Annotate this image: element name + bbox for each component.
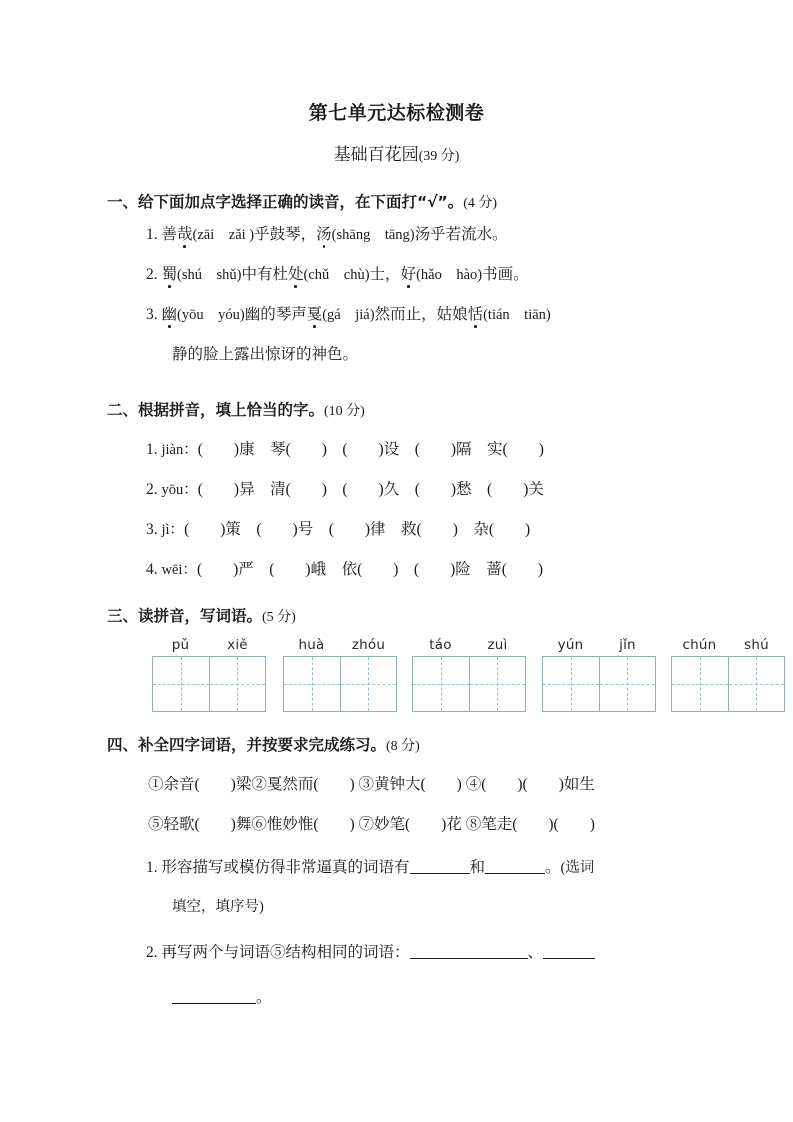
writing-grid-group[interactable] bbox=[412, 637, 526, 712]
question-text: 。 bbox=[545, 859, 561, 876]
fill-blanks[interactable]: ( )康 琴( ) ( )设 ( )隔 实( ) bbox=[197, 441, 544, 458]
pinyin-syllable: jǐn bbox=[619, 637, 636, 653]
item-number: 2. bbox=[146, 266, 158, 283]
answer-blank[interactable] bbox=[485, 873, 545, 874]
section-heading-4 bbox=[107, 733, 420, 755]
item-continuation: 静的脸上露出惊讶的神色。 bbox=[172, 346, 359, 363]
section-1-title: 一、给下面加点字选择正确的读音，在下面打“√”。 bbox=[107, 193, 464, 211]
question-text: 。 bbox=[256, 989, 272, 1006]
idiom-row[interactable]: ①余音( )梁②戛然而( ) ③黄钟大( ) ④( )( )如生 bbox=[148, 776, 595, 793]
question-text: 、 bbox=[527, 944, 544, 961]
list-item bbox=[146, 517, 530, 539]
list-item bbox=[146, 477, 544, 499]
writing-grid-group[interactable] bbox=[542, 637, 656, 712]
grid-boxes[interactable] bbox=[412, 656, 526, 712]
grid-cell[interactable] bbox=[543, 657, 599, 711]
item-text: 士， bbox=[369, 266, 401, 283]
pinyin-choices[interactable]: (shāng tāng) bbox=[331, 227, 415, 243]
fill-blanks[interactable]: ( )异 清( ) ( )久 ( )愁 ( )关 bbox=[197, 481, 544, 498]
item-text: 幽的琴声 bbox=[244, 306, 307, 323]
answer-blank[interactable] bbox=[172, 1003, 256, 1004]
pinyin-syllable: zuì bbox=[487, 637, 508, 653]
grid-pinyin-row bbox=[542, 637, 656, 653]
pinyin-choices[interactable]: (tián tiān) bbox=[483, 307, 551, 323]
dotted-char: 蜀 bbox=[162, 262, 178, 284]
item-number: 3. bbox=[146, 521, 158, 538]
pinyin-choices[interactable]: (shú shǔ) bbox=[177, 267, 242, 283]
grid-pinyin-row bbox=[283, 637, 397, 653]
pinyin-syllable: zhóu bbox=[351, 637, 386, 653]
sub-question bbox=[146, 855, 594, 877]
grid-pinyin-row bbox=[671, 637, 785, 653]
grid-boxes[interactable] bbox=[283, 656, 397, 712]
grid-cell[interactable] bbox=[469, 657, 525, 711]
item-number: 2. bbox=[146, 944, 158, 961]
writing-grid-group[interactable] bbox=[671, 637, 785, 712]
grid-cell[interactable] bbox=[599, 657, 655, 711]
pinyin-prompt: yōu： bbox=[161, 482, 198, 498]
pinyin-syllable: táo bbox=[429, 637, 452, 653]
grid-cell[interactable] bbox=[153, 657, 209, 711]
grid-pinyin-row bbox=[412, 637, 526, 653]
item-number: 1. bbox=[146, 859, 158, 876]
item-number: 4. bbox=[146, 561, 158, 578]
item-number: 3. bbox=[146, 306, 158, 323]
pinyin-prompt: jiàn： bbox=[161, 442, 198, 458]
question-text: 再写两个与词语⑤结构相同的词语： bbox=[161, 944, 410, 961]
question-text: 形容描写或模仿得非常逼真的词语有 bbox=[161, 859, 410, 876]
page-title: 第七单元达标检测卷 bbox=[308, 102, 485, 124]
pinyin-choices[interactable]: (yōu yóu) bbox=[177, 307, 245, 323]
section-2-title: 二、根据拼音，填上恰当的字。 bbox=[107, 401, 325, 419]
pinyin-syllable: yún bbox=[557, 637, 584, 653]
list-item bbox=[146, 262, 529, 284]
item-text: 中有杜 bbox=[241, 266, 288, 283]
fill-blanks[interactable]: ( )策 ( )号 ( )律 救( ) 杂( ) bbox=[184, 521, 531, 538]
dotted-char: 哉 bbox=[177, 222, 193, 244]
list-item bbox=[146, 437, 544, 459]
item-text: 乎鼓琴， bbox=[254, 226, 317, 243]
section-3-title: 三、读拼音，写词语。 bbox=[107, 607, 263, 625]
section-heading-1 bbox=[107, 190, 497, 212]
subtitle-points: (39 分) bbox=[418, 149, 460, 164]
dotted-char: 好 bbox=[401, 262, 417, 284]
pinyin-syllable: pǔ bbox=[171, 637, 190, 653]
grid-pinyin-row bbox=[152, 637, 266, 653]
page-subtitle bbox=[0, 140, 793, 165]
fill-blanks[interactable]: ( )严 ( )峨 依( ) ( )险 蔷( ) bbox=[196, 561, 544, 578]
list-item bbox=[146, 222, 508, 244]
list-item bbox=[146, 302, 551, 324]
sub-question bbox=[146, 940, 595, 962]
pinyin-prompt: jì： bbox=[161, 522, 185, 538]
pinyin-prompt: wēi： bbox=[161, 562, 197, 578]
answer-blank-row bbox=[172, 985, 272, 1007]
item-number: 1. bbox=[146, 226, 158, 243]
answer-blank[interactable] bbox=[410, 873, 470, 874]
grid-cell[interactable] bbox=[672, 657, 728, 711]
dotted-char: 处 bbox=[288, 262, 304, 284]
grid-cell[interactable] bbox=[728, 657, 784, 711]
grid-cell[interactable] bbox=[284, 657, 340, 711]
grid-cell[interactable] bbox=[340, 657, 396, 711]
section-1-points: (4 分) bbox=[463, 196, 498, 211]
item-text: 书画。 bbox=[482, 266, 529, 283]
pinyin-syllable: chún bbox=[682, 637, 717, 653]
subtitle-text: 基础百花园 bbox=[333, 145, 419, 164]
writing-grid-group[interactable] bbox=[152, 637, 266, 712]
question-text: 和 bbox=[469, 859, 486, 876]
item-text: 善 bbox=[161, 226, 178, 243]
question-note-continuation: 填空，填序号) bbox=[172, 899, 264, 915]
question-note: (选词 bbox=[560, 860, 595, 876]
item-text: 然而止，姑娘 bbox=[374, 306, 468, 323]
section-4-title: 四、补全四字词语，并按要求完成练习。 bbox=[107, 736, 387, 754]
grid-cell[interactable] bbox=[413, 657, 469, 711]
section-2-points: (10 分) bbox=[324, 404, 365, 419]
section-4-points: (8 分) bbox=[386, 739, 420, 754]
section-3-points: (5 分) bbox=[262, 610, 296, 625]
idiom-row[interactable]: ⑤轻歌( )舞⑥惟妙惟( ) ⑦妙笔( )花 ⑧笔走( )( ) bbox=[148, 816, 595, 833]
dotted-char: 戛 bbox=[307, 302, 323, 324]
writing-grid-group[interactable] bbox=[283, 637, 397, 712]
grid-boxes[interactable] bbox=[671, 656, 785, 712]
dotted-char: 汤 bbox=[316, 222, 332, 244]
pinyin-choices[interactable]: (zāi zǎi ) bbox=[192, 227, 255, 243]
answer-blank[interactable] bbox=[543, 958, 595, 959]
item-number: 2. bbox=[146, 481, 158, 498]
pinyin-syllable: xiě bbox=[227, 637, 248, 653]
dotted-char: 幽 bbox=[162, 302, 178, 324]
pinyin-syllable: shú bbox=[744, 637, 769, 653]
list-item bbox=[146, 557, 543, 579]
grid-cell[interactable] bbox=[209, 657, 265, 711]
answer-blank[interactable] bbox=[410, 958, 528, 959]
pinyin-syllable: huà bbox=[298, 637, 325, 653]
pinyin-choices[interactable]: (hǎo hào) bbox=[416, 267, 483, 283]
section-heading-2 bbox=[107, 398, 365, 420]
item-text: 汤乎若流水。 bbox=[414, 226, 508, 243]
grid-boxes[interactable] bbox=[152, 656, 266, 712]
section-heading-3 bbox=[107, 604, 296, 626]
pinyin-choices[interactable]: (chǔ chù) bbox=[303, 267, 370, 283]
pinyin-choices[interactable]: (gá jiá) bbox=[322, 307, 375, 323]
grid-boxes[interactable] bbox=[542, 656, 656, 712]
dotted-char: 恬 bbox=[468, 302, 484, 324]
item-number: 1. bbox=[146, 441, 158, 458]
